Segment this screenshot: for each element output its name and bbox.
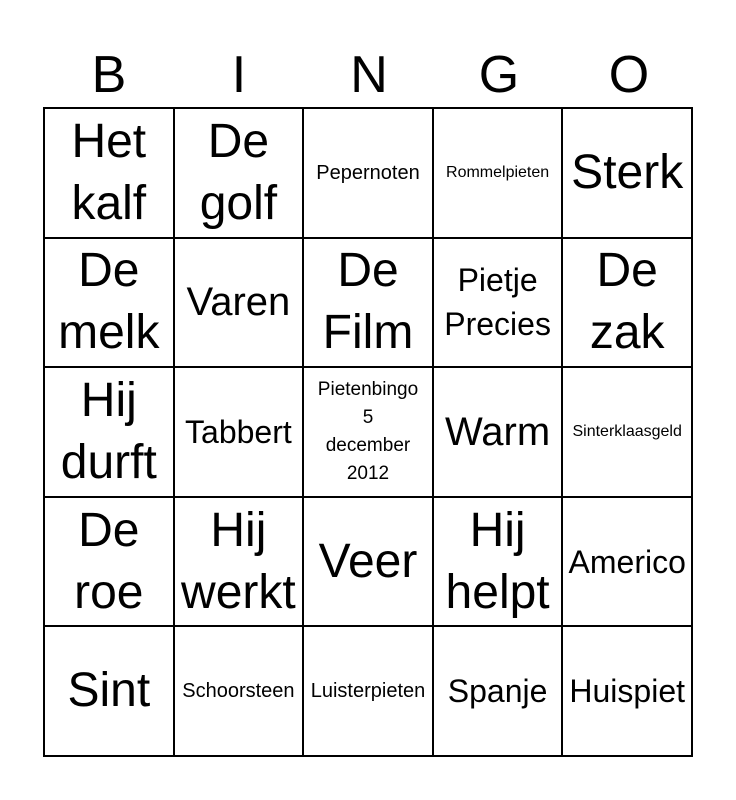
bingo-cell	[562, 497, 692, 627]
bingo-cell	[433, 238, 563, 368]
cell-text: De roe	[74, 503, 144, 619]
bingo-cell	[44, 367, 174, 497]
bingo-cell	[433, 497, 563, 627]
bingo-cell	[174, 626, 304, 756]
bingo-cell	[44, 626, 174, 756]
cell-text: Warm	[445, 409, 551, 454]
bingo-cell	[174, 367, 304, 497]
cell-text: Sterk	[571, 145, 684, 199]
bingo-cell	[562, 238, 692, 368]
bingo-cell	[303, 497, 433, 627]
bingo-cell	[174, 238, 304, 368]
header-letter-g: G	[478, 46, 520, 104]
cell-text: Tabbert	[185, 413, 292, 450]
bingo-cell	[303, 238, 433, 368]
bingo-cell	[433, 626, 563, 756]
header-letter-i: I	[231, 46, 247, 104]
cell-text: Pietenbingo 5 december 2012	[317, 378, 419, 484]
cell-text: Schoorsteen	[182, 680, 295, 703]
bingo-cell	[174, 108, 304, 238]
bingo-cell	[303, 626, 433, 756]
cell-text: Varen	[186, 280, 291, 325]
cell-text: Rommelpieten	[446, 163, 550, 181]
bingo-cell	[303, 108, 433, 238]
header-letter-n: N	[350, 46, 388, 104]
header-letter-o: O	[608, 46, 650, 104]
bingo-cell	[562, 108, 692, 238]
cell-text: Hij werkt	[181, 503, 296, 619]
cell-text: Huispiet	[569, 673, 685, 710]
free-cell	[303, 367, 433, 497]
bingo-cell	[433, 108, 563, 238]
cell-text: Pietje Precies	[444, 262, 551, 343]
cell-text: De golf	[199, 114, 278, 230]
cell-text: Sinterklaasgeld	[572, 422, 682, 440]
bingo-cell	[562, 626, 692, 756]
cell-text: De melk	[58, 244, 160, 360]
cell-text: De Film	[322, 244, 414, 360]
cell-text: Hij helpt	[445, 503, 550, 619]
bingo-cell	[44, 238, 174, 368]
bingo-grid	[43, 107, 693, 757]
bingo-cell	[174, 497, 304, 627]
cell-text: De zak	[589, 244, 665, 360]
bingo-cell	[433, 367, 563, 497]
bingo-header	[44, 38, 694, 112]
bingo-cell	[44, 497, 174, 627]
cell-text: Pepernoten	[316, 161, 420, 184]
cell-text: Luisterpieten	[310, 680, 426, 703]
cell-text: Hij durft	[60, 373, 157, 489]
bingo-cell	[44, 108, 174, 238]
cell-text: Het kalf	[71, 114, 147, 230]
cell-text: Veer	[318, 534, 418, 588]
cell-text: Sint	[67, 664, 151, 718]
cell-text: Spanje	[447, 673, 548, 710]
header-letter-b: B	[91, 46, 127, 104]
bingo-cell	[562, 367, 692, 497]
cell-text: Americo	[568, 543, 686, 580]
